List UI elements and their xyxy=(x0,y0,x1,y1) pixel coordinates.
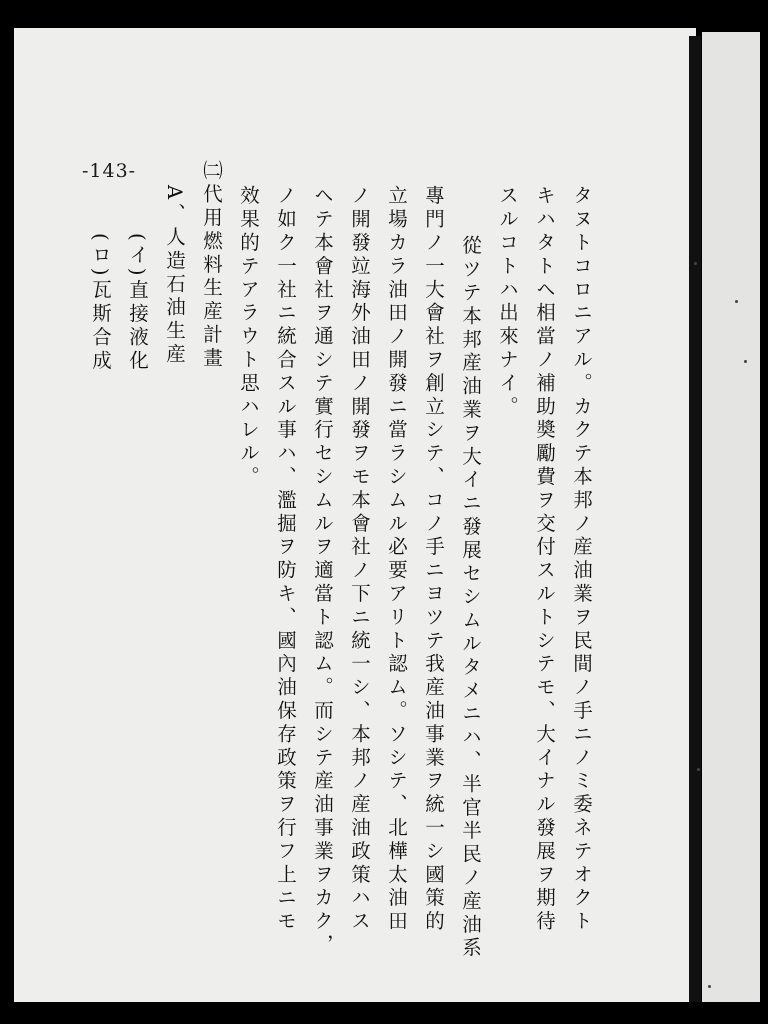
text-column-2: キハタトヘ相當ノ補助奬勵費ヲ交付スルトシテモ、大イナル發展ヲ期待 xyxy=(533,185,556,934)
list-item: (イ)直接液化 xyxy=(126,233,149,374)
section-heading: ㈡代用燃料生産計畫 xyxy=(200,160,223,371)
text-column-3: スルコトハ出來ナイ。 xyxy=(496,185,519,419)
text-column-10: 效果的テアラウト思ハレル。 xyxy=(237,185,260,490)
text-column-1: タヌトコロニアル。カクテ本邦ノ産油業ヲ民間ノ手ニノミ委ネテオクト xyxy=(570,185,593,934)
scan-speck xyxy=(708,985,711,988)
text-column-4: 從ツテ本邦産油業ヲ大イニ發展セシムルタメニハ、半官半民ノ産油系 xyxy=(459,235,482,961)
text-column-8: ヘテ本會社ヲ通シテ實行セシムルヲ適當ト認ム。而シテ産油事業ヲカク， xyxy=(311,185,334,958)
facing-page-edge xyxy=(702,32,760,1002)
scan-speck xyxy=(697,768,700,771)
scan-speck xyxy=(735,300,738,303)
text-column-7: ノ開發竝海外油田ノ開發ヲモ本會社ノ下ニ統一シ、本邦ノ産油政策ハス xyxy=(348,185,371,934)
text-column-9: ノ如ク一社ニ統合スル事ハ、濫掘ヲ防キ、國內油保存政策ヲ行フ上ニモ xyxy=(274,185,297,934)
list-item: (ロ)瓦斯合成 xyxy=(89,233,112,374)
scan-speck xyxy=(694,262,697,265)
subsection-heading: A、人造石油生産 xyxy=(163,185,186,367)
scan-speck xyxy=(744,360,747,363)
page-number: -143- xyxy=(82,160,137,182)
book-spine xyxy=(689,36,701,1002)
text-column-5: 專門ノ一大會社ヲ創立シテ、コノ手ニヨツテ我産油事業ヲ統一シ國策的 xyxy=(422,185,445,934)
text-column-6: 立場カラ油田ノ開發ニ當ラシムル必要アリト認ム。ソシテ、北樺太油田 xyxy=(385,185,408,934)
